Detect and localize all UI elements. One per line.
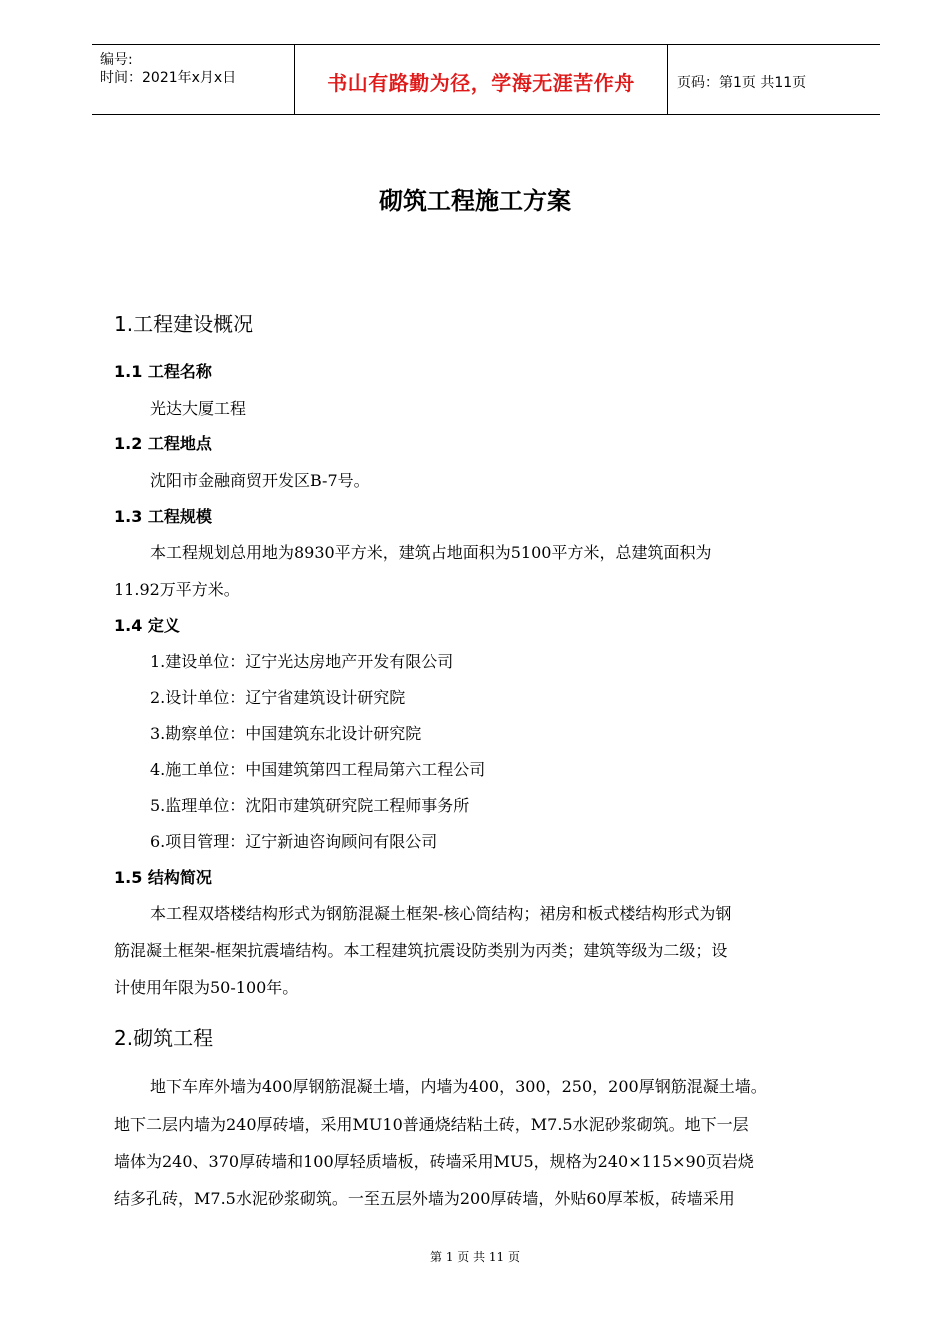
section-1-1-heading: 1.1 工程名称 — [114, 362, 212, 381]
definition-item: 2.设计单位：辽宁省建筑设计研究院 — [150, 688, 406, 707]
document-time-label: 时间：2021年x月x日 — [100, 70, 237, 86]
definition-item: 5.监理单位：沈阳市建筑研究院工程师事务所 — [150, 796, 470, 815]
header-motto: 书山有路勤为径，学海无涯苦作舟 — [327, 71, 635, 95]
section-1-heading: 1.工程建设概况 — [114, 312, 254, 336]
definition-item: 6.项目管理：辽宁新迪咨询顾问有限公司 — [150, 832, 438, 851]
page-footer: 第 1 页 共 11 页 — [430, 1250, 520, 1264]
masonry-line-2: 地下二层内墙为240厚砖墙，采用MU10普通烧结粘土砖，M7.5水泥砂浆砌筑。地下一层 — [114, 1115, 749, 1134]
header-middle-cell — [294, 45, 668, 114]
project-name-text: 光达大厦工程 — [150, 399, 247, 418]
page-header — [92, 44, 880, 115]
document-number-label: 编号: — [100, 52, 133, 68]
structure-line-2: 筋混凝土框架-框架抗震墙结构。本工程建筑抗震设防类别为丙类；建筑等级为二级；设 — [114, 941, 728, 960]
header-right-cell — [667, 45, 880, 114]
project-scale-line-1: 本工程规划总用地为8930平方米，建筑占地面积为5100平方米，总建筑面积为 — [150, 543, 712, 562]
header-left-cell — [92, 45, 294, 114]
definition-item: 1.建设单位：辽宁光达房地产开发有限公司 — [150, 652, 454, 671]
section-1-2-heading: 1.2 工程地点 — [114, 434, 212, 453]
section-1-3-heading: 1.3 工程规模 — [114, 507, 212, 526]
structure-line-1: 本工程双塔楼结构形式为钢筋混凝土框架-核心筒结构；裙房和板式楼结构形式为钢 — [150, 904, 732, 923]
section-1-4-heading: 1.4 定义 — [114, 616, 180, 635]
document-title: 砌筑工程施工方案 — [379, 187, 571, 215]
definition-item: 3.勘察单位：中国建筑东北设计研究院 — [150, 724, 422, 743]
masonry-line-4: 结多孔砖，M7.5水泥砂浆砌筑。一至五层外墙为200厚砖墙，外贴60厚苯板，砖墙采用 — [114, 1189, 735, 1208]
definition-item: 4.施工单位：中国建筑第四工程局第六工程公司 — [150, 760, 486, 779]
project-scale-line-2: 11.92万平方米。 — [114, 580, 240, 599]
masonry-line-3: 墙体为240、370厚砖墙和100厚轻质墙板，砖墙采用MU5，规格为240×115×90页岩烧 — [114, 1152, 754, 1171]
header-page-number: 页码：第1页 共11页 — [677, 75, 807, 91]
project-location-text: 沈阳市金融商贸开发区B-7号。 — [150, 471, 370, 490]
structure-line-3: 计使用年限为50-100年。 — [114, 978, 299, 997]
masonry-line-1: 地下车库外墙为400厚钢筋混凝土墙，内墙为400，300，250，200厚钢筋混凝土墙。 — [150, 1077, 767, 1096]
section-2-heading: 2.砌筑工程 — [114, 1026, 214, 1050]
section-1-5-heading: 1.5 结构简况 — [114, 868, 212, 887]
